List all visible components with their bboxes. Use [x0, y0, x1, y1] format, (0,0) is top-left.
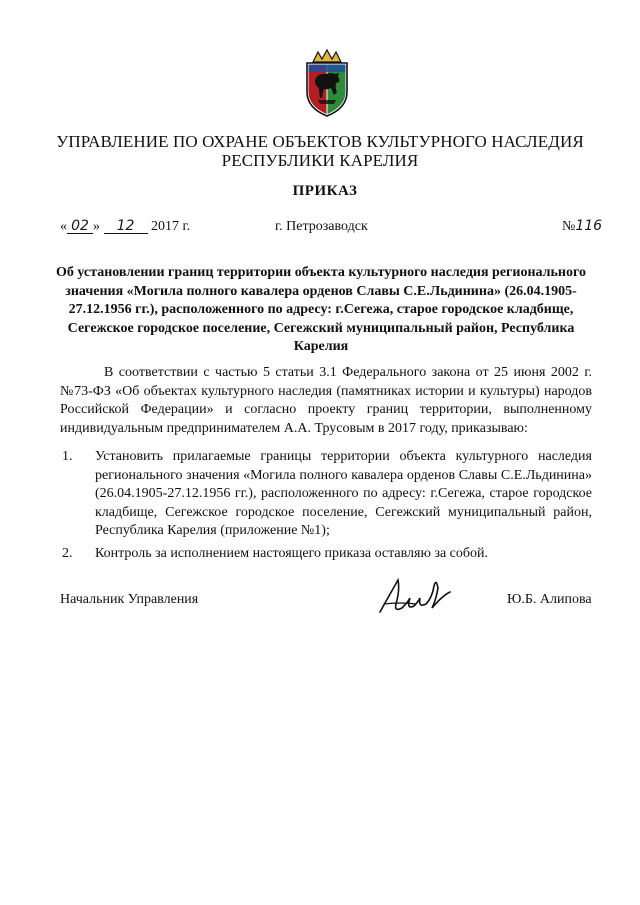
list-item — [62, 545, 592, 564]
list-item-text: Контроль за исполнением настоящего приказа оставляю за собой. — [95, 545, 489, 561]
date-month: 12 — [104, 219, 148, 234]
list-item — [62, 448, 592, 541]
organization-name-line-2: РЕСПУБЛИКИ КАРЕЛИЯ — [221, 151, 419, 170]
karelia-coat-of-arms-icon — [300, 48, 354, 118]
order-number-prefix: № — [562, 219, 576, 234]
signatory-name: Ю.Б. Алипова — [507, 592, 592, 607]
date-quote-close: » — [93, 219, 100, 234]
document-type-title: ПРИКАЗ — [292, 183, 358, 199]
date-quote-open: « — [60, 219, 67, 234]
order-preamble: В соответствии с частью 5 статьи 3.1 Федерального закона от 25 июня 2002 г. №73-ФЗ «Об объектах культурного наследия (памятниках истории и культуры) народов Российской Федерации» и согласно проекту границ территории, выполненному индивидуальным предпринимателем А.А. Трусовым в 2017 году, приказываю: — [60, 365, 592, 436]
list-item-number: 2. — [62, 545, 73, 561]
date-year: 2017 г. — [151, 219, 191, 234]
organization-name-line-1: УПРАВЛЕНИЕ ПО ОХРАНЕ ОБЪЕКТОВ КУЛЬТУРНОГО НАСЛЕДИЯ — [56, 132, 584, 151]
list-item-text: Установить прилагаемые границы территории объекта культурного наследия регионального значения «Могила полного кавалера орденов Славы С.Е.Льдинина» (26.04.1905-27.12.1956 гг.), расположенного по адресу: г.Сегежа, старое городское кладбище, Сегежское городское поселение, Сегежский муниципальный район, Республика Карелия (приложение №1); — [95, 449, 592, 539]
order-place: г. Петрозаводск — [275, 219, 368, 234]
handwritten-signature — [376, 574, 456, 618]
order-items-list — [62, 448, 592, 564]
list-item-number: 1. — [62, 449, 73, 464]
order-number-value: 116 — [575, 218, 603, 234]
date-day: 02 — [67, 219, 93, 234]
order-date — [60, 219, 190, 235]
signatory-position: Начальник Управления — [60, 592, 199, 607]
order-subject: Об установлении границ территории объекта культурного наследия регионального значения «Могила полного кавалера орденов Славы С.Е.Льдинина» (26.04.1905-27.12.1956 гг.), расположенного по адресу: г.Сегежа, старое городское кладбище, Сегежское городское поселение, Сегежский муниципальный район, Республика Карелия — [55, 265, 587, 354]
order-number — [562, 218, 603, 235]
